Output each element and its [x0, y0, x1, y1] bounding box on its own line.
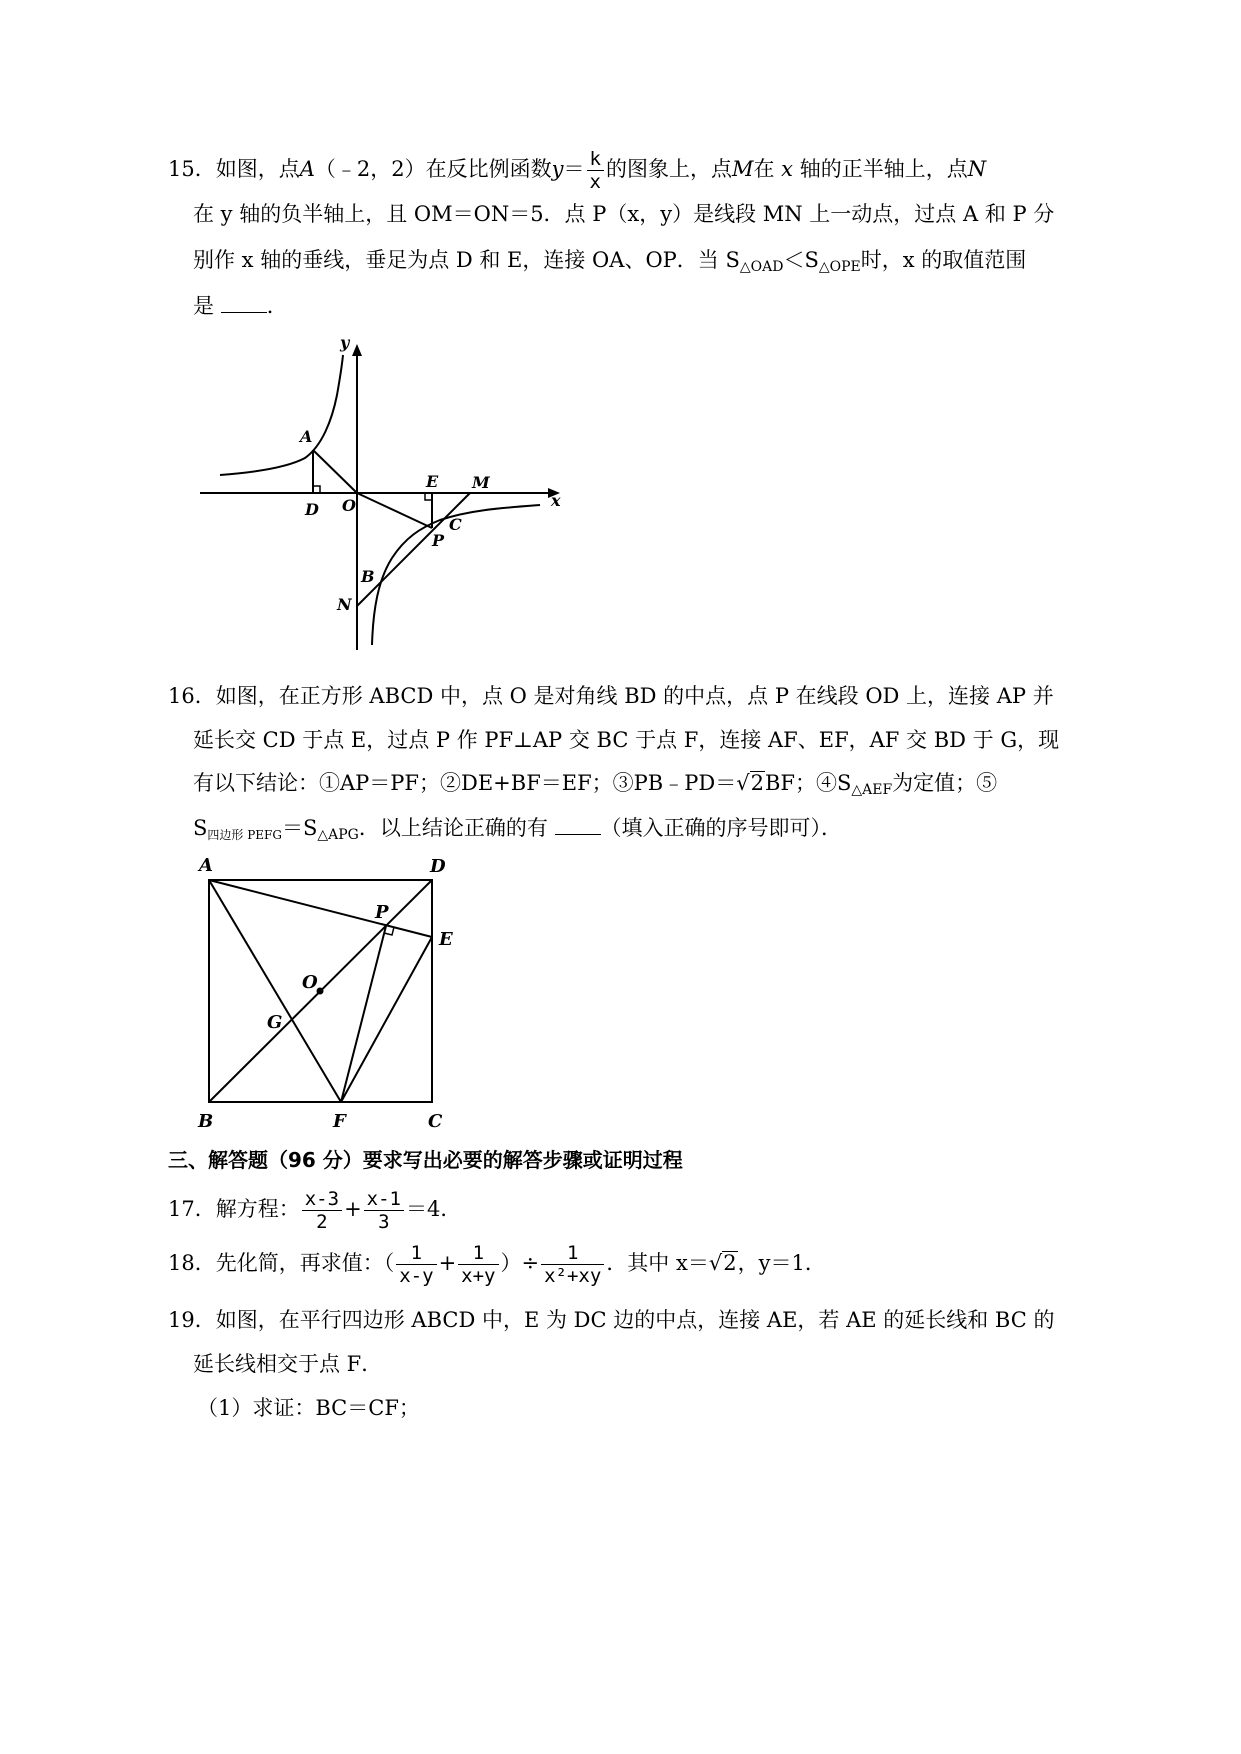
q16-line2: 延长交 CD 于点 E，过点 P 作 PF⊥AP 交 BC 于点 F，连接 AF、EF，AF 交 BD 于 G，现 [193, 728, 1060, 752]
label-F: F [333, 1111, 346, 1132]
y-axis-arrow-icon [352, 344, 362, 356]
figure-16-square [195, 850, 465, 1135]
label-A: A [300, 427, 313, 446]
q16-line4: $S_{四边形 PEFG}=S_{\triangle APG}$．以上结论正确的有 （填入正确的序号即可）． [193, 816, 843, 843]
fraction: $\frac{1}{\text{x²+xy}}$ [541, 1242, 604, 1287]
q19-line1: 19．如图，在平行四边形 ABCD 中，E 为 DC 边的中点，连接 AE，若 AE 的延长线和 BC 的 [168, 1308, 1055, 1332]
q18: 18．先化简，再求值：（ $\frac{1}{x-y}$ + $\frac{1}{x+y}$ ）÷ $\frac{1}{\text{x²+xy}}$ ．其中 x＝√2，y＝1． [168, 1242, 826, 1287]
answer-blank [555, 816, 601, 835]
fraction: $\frac{x-3}{2}$ [302, 1188, 342, 1233]
label-B: B [361, 567, 375, 586]
segment-MN [357, 493, 470, 606]
figure-15-graph [195, 330, 575, 660]
q17: 17．解方程： $\frac{x-3}{2}$ + $\frac{x-1}{3}$ ＝4． [168, 1188, 462, 1233]
label-x: x [551, 491, 561, 510]
segment-AE [209, 880, 432, 937]
q15-line3: 别作 x 轴的垂线，垂足为点 D 和 E，连接 OA、OP．当 $S_{\triangle OAD}<S_{\triangle OPE}$时，x 的取值范围 [193, 248, 1027, 275]
label-D: D [430, 856, 446, 877]
question-number: 17． [168, 1197, 216, 1221]
question-number: 16． [168, 684, 216, 708]
label-A: A [199, 855, 213, 876]
label-P: P [432, 531, 445, 550]
question-number: 19． [168, 1308, 216, 1332]
label-N: N [337, 595, 352, 614]
right-angle-mark [425, 493, 432, 500]
q15-line1: 15．如图，点A（﹣2，2）在反比例函数y＝ $\frac{k}{x}$ 的图象上，点M在 x 轴的正半轴上，点N [168, 148, 987, 193]
fraction: $\frac{1}{x+y}$ [458, 1242, 498, 1287]
answer-blank [221, 294, 267, 313]
fraction-k-over-x: $\frac{k}{x}$ [587, 148, 604, 193]
hyperbola-branch-upper [220, 355, 343, 475]
q15-line2: 在 y 轴的负半轴上，且 OM＝ON＝5．点 P（x，y）是线段 MN 上一动点，过点 A 和 P 分 [193, 202, 1055, 226]
q16-line1: 16．如图，在正方形 ABCD 中，点 O 是对角线 BD 的中点，点 P 在线段 OD 上，连接 AP 并 [168, 684, 1054, 708]
label-O: O [342, 496, 356, 515]
label-C: C [449, 515, 462, 534]
label-C: C [428, 1111, 443, 1132]
q16-line3: 有以下结论：①AP＝PF；②DE+BF＝EF；③PB﹣PD＝√2BF；$④S_{\triangle AEF}$为定值；⑤ [193, 771, 998, 798]
label-P: P [375, 902, 389, 923]
q15-line4: 是 ． [193, 294, 288, 318]
label-D: D [305, 500, 319, 519]
label-B: B [198, 1111, 214, 1132]
question-number: 15． [168, 157, 216, 181]
q19-sub1: （1）求证：BC＝CF； [197, 1396, 420, 1420]
fraction: $\frac{x-1}{3}$ [364, 1188, 404, 1233]
segment-PF [341, 926, 386, 1102]
segment-EF [341, 937, 432, 1102]
fraction: $\frac{1}{x-y}$ [396, 1242, 436, 1287]
question-number: 18． [168, 1251, 216, 1275]
label-G: G [267, 1012, 283, 1033]
label-E: E [439, 929, 453, 950]
q19-line2: 延长线相交于点 F． [193, 1352, 383, 1376]
label-M: M [472, 473, 490, 492]
label-E: E [426, 472, 439, 491]
section-heading: 三、解答题（96 分）要求写出必要的解答步骤或证明过程 [168, 1148, 683, 1172]
right-angle-mark [313, 486, 320, 493]
label-O: O [302, 972, 318, 993]
segment-OP [357, 493, 432, 528]
label-y: y [340, 333, 350, 352]
